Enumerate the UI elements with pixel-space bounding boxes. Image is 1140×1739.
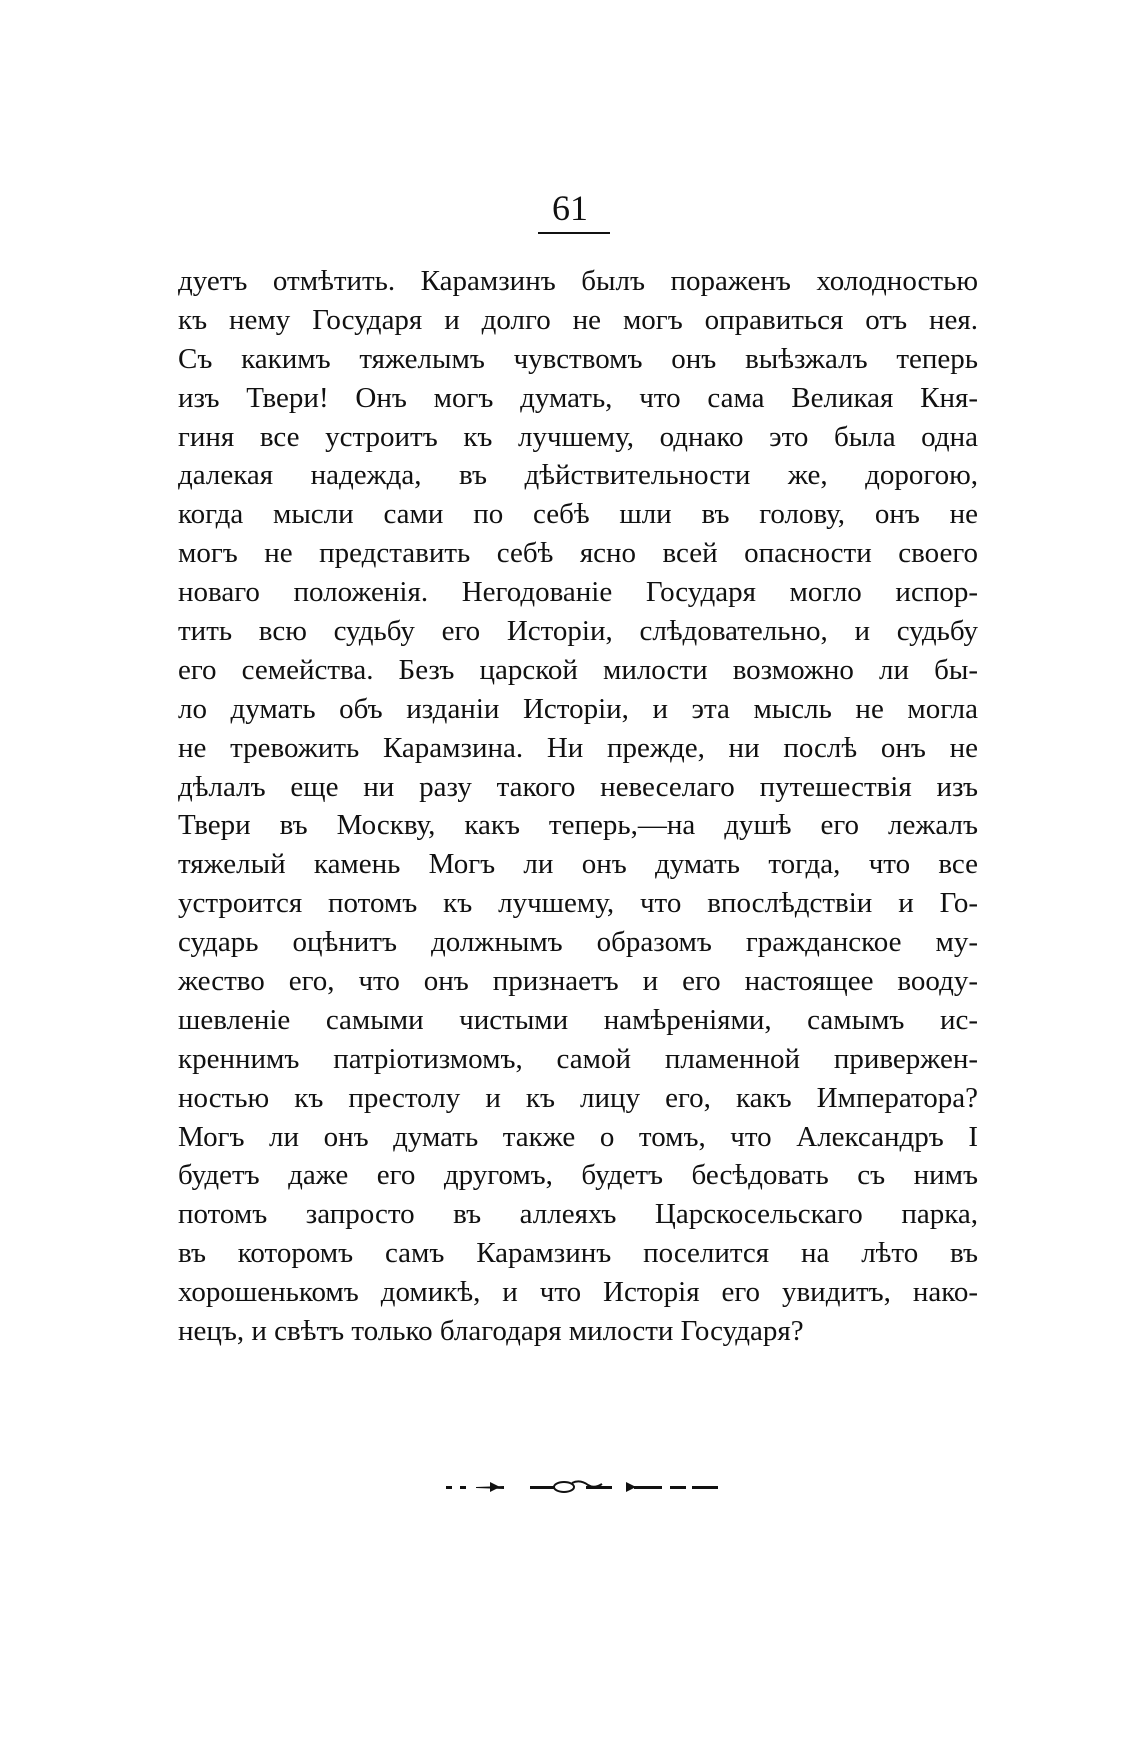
page-number: 61	[552, 188, 588, 228]
text-line: новаго положенія. Негодованіе Государя могло испор-	[178, 576, 978, 609]
text-line: тяжелый камень Могъ ли онъ думать тогда, что все	[178, 848, 978, 881]
text-line: потомъ запросто въ аллеяхъ Царскосельскаго парка,	[178, 1198, 978, 1231]
text-line: могъ не представить себѣ ясно всей опасности своего	[178, 537, 978, 570]
text-line: нецъ, и свѣтъ только благодаря милости Государя?	[178, 1315, 804, 1348]
text-line: въ которомъ самъ Карамзинъ поселится на лѣто въ	[178, 1237, 978, 1270]
text-line: дѣлалъ еще ни разу такого невеселаго путешествія изъ	[178, 770, 978, 803]
text-line: хорошенькомъ домикѣ, и что Исторія его увидитъ, нако-	[178, 1276, 978, 1309]
text-line: жество его, что онъ признаетъ и его настоящее вооду-	[178, 965, 978, 998]
body-text	[178, 262, 978, 1351]
text-line: Съ какимъ тяжелымъ чувствомъ онъ выѣзжалъ теперь	[178, 342, 978, 375]
tailpiece-ornament-icon	[446, 1475, 720, 1499]
text-line: Могъ ли онъ думать также о томъ, что Александръ I	[178, 1120, 978, 1153]
text-line: креннимъ патріотизмомъ, самой пламенной привержен-	[178, 1042, 978, 1075]
text-line: далекая надежда, въ дѣйствительности же, дорогою,	[178, 459, 978, 492]
text-line: тить всю судьбу его Исторіи, слѣдовательно, и судьбу	[178, 615, 978, 648]
page-number-rule	[538, 232, 610, 234]
text-line: будетъ даже его другомъ, будетъ бесѣдовать съ нимъ	[178, 1159, 978, 1192]
text-line: шевленіе самыми чистыми намѣреніями, самымъ ис-	[178, 1003, 978, 1036]
text-line: дуетъ отмѣтить. Карамзинъ былъ пораженъ холодностью	[178, 265, 978, 297]
text-line: его семейства. Безъ царской милости возможно ли бы-	[178, 653, 978, 686]
text-line: къ нему Государя и долго не могъ оправиться отъ нея.	[178, 303, 978, 336]
text-line: не тревожить Карамзина. Ни прежде, ни послѣ онъ не	[178, 731, 978, 764]
text-line: изъ Твери! Онъ могъ думать, что сама Великая Кня-	[178, 381, 978, 414]
text-line: Твери въ Москву, какъ теперь,—на душѣ его лежалъ	[178, 809, 978, 842]
text-line: ло думать объ изданіи Исторіи, и эта мысль не могла	[178, 692, 978, 725]
text-line: устроится потомъ къ лучшему, что впослѣдствіи и Го-	[178, 887, 978, 920]
text-line: сударь оцѣнитъ должнымъ образомъ гражданское му-	[178, 926, 978, 959]
text-line: когда мысли сами по себѣ шли въ голову, онъ не	[178, 498, 978, 531]
text-line: гиня все устроитъ къ лучшему, однако это была одна	[178, 420, 978, 453]
text-line: ностью къ престолу и къ лицу его, какъ Императора?	[178, 1081, 978, 1114]
